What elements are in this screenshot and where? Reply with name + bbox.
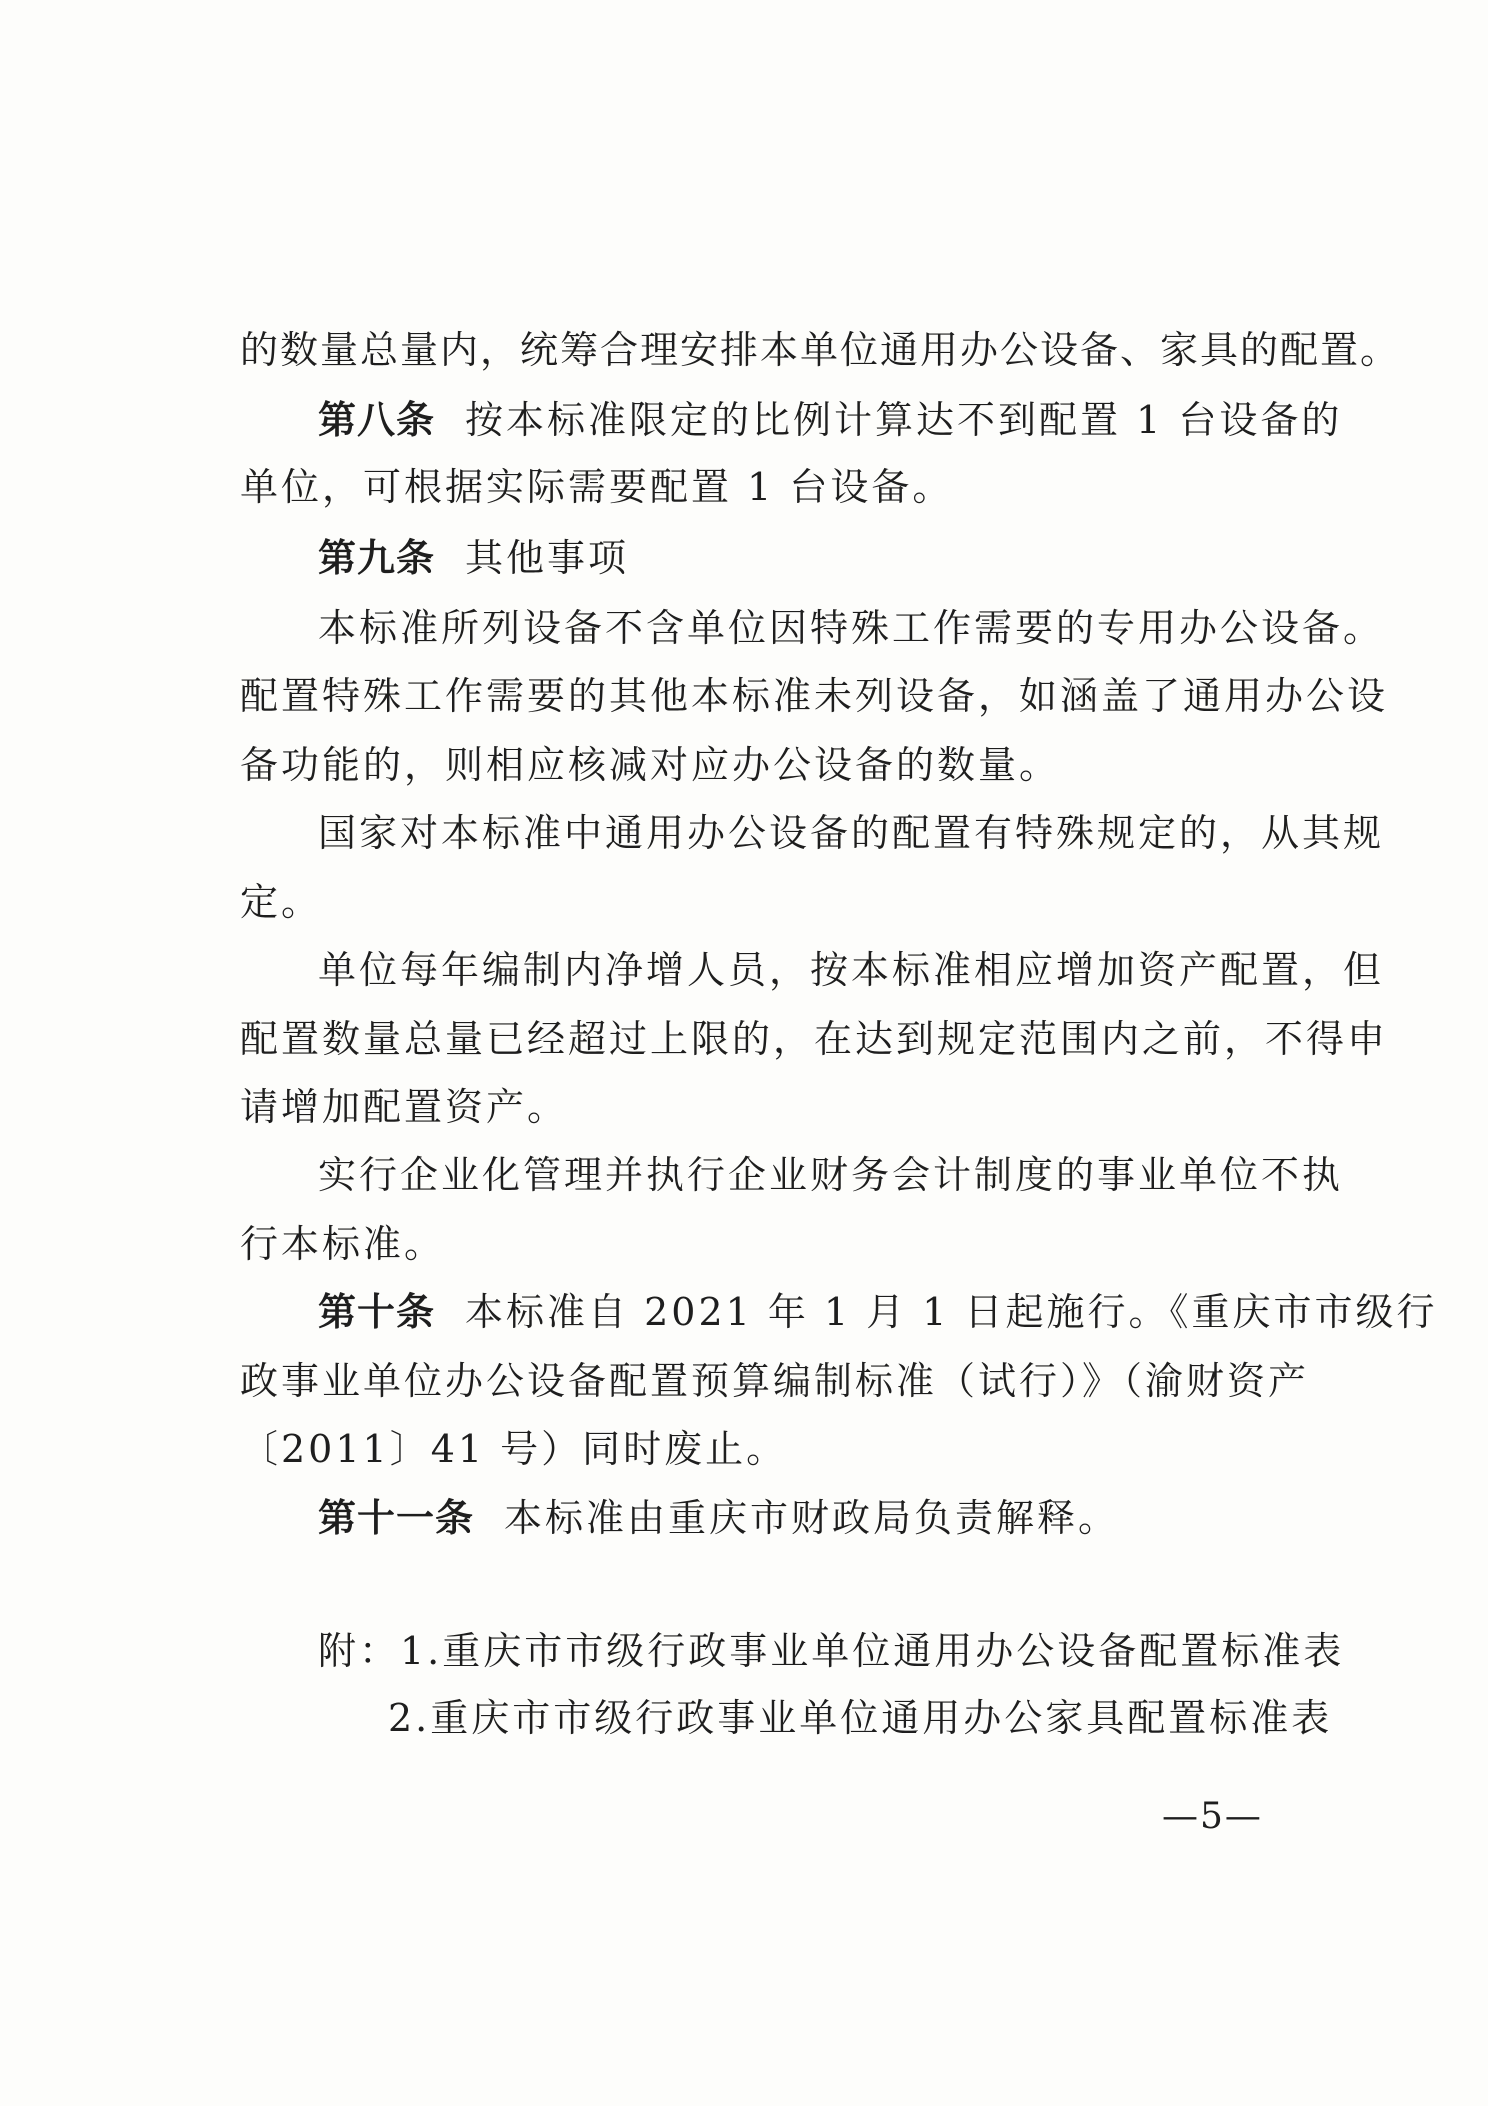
article-heading: 第十条 xyxy=(318,1290,436,1334)
line-text: 附：1.重庆市市级行政事业单位通用办公设备配置标准表 xyxy=(318,1629,1345,1673)
line-text: 本标准由重庆市财政局负责解释。 xyxy=(504,1496,1120,1540)
paragraph-line xyxy=(240,1082,568,1132)
line-text: 本标准所列设备不含单位因特殊工作需要的专用办公设备。 xyxy=(318,606,1385,650)
line-text: 政事业单位办公设备配置预算编制标准（试行）》（渝财资产 xyxy=(240,1359,1310,1403)
line-text: 本标准自 2021 年 1 月 1 日起施行。《重庆市市级行 xyxy=(465,1290,1438,1334)
attachment-line xyxy=(388,1693,1332,1743)
article-heading: 第十一条 xyxy=(318,1496,475,1540)
paragraph-line xyxy=(240,1014,1388,1064)
article-8-line xyxy=(318,395,1342,445)
paragraph-line xyxy=(318,1150,1343,1200)
paragraph-line xyxy=(240,1424,787,1474)
paragraph-line xyxy=(240,1356,1309,1406)
line-text: 单位，可根据实际需要配置 1 台设备。 xyxy=(240,465,954,509)
attachment-line xyxy=(318,1626,1344,1676)
line-text: 的数量总量内，统筹合理安排本单位通用办公设备、家具的配置。 xyxy=(240,328,1401,372)
line-text: 按本标准限定的比例计算达不到配置 1 台设备的 xyxy=(465,398,1343,442)
paragraph-line xyxy=(318,603,1384,653)
article-11-line xyxy=(318,1493,1119,1543)
paragraph-line xyxy=(240,877,322,927)
paragraph-line xyxy=(240,462,953,512)
line-text: 2.重庆市市级行政事业单位通用办公家具配置标准表 xyxy=(388,1696,1333,1740)
line-text: 定。 xyxy=(240,880,323,924)
article-heading: 第九条 xyxy=(318,536,436,580)
line-text: 其他事项 xyxy=(465,536,630,580)
article-heading: 第八条 xyxy=(318,398,436,442)
paragraph-line xyxy=(240,325,1401,375)
paragraph-line xyxy=(318,945,1384,995)
paragraph-line xyxy=(240,1219,445,1269)
page-number: —5— xyxy=(1162,1796,1263,1837)
line-text: 配置数量总量已经超过上限的，在达到规定范围内之前，不得申 xyxy=(240,1017,1389,1061)
line-text: 实行企业化管理并执行企业财务会计制度的事业单位不执 xyxy=(318,1153,1344,1197)
line-text: 单位每年编制内净增人员，按本标准相应增加资产配置，但 xyxy=(318,948,1385,992)
line-text: 请增加配置资产。 xyxy=(240,1085,569,1129)
line-text: 备功能的，则相应核减对应办公设备的数量。 xyxy=(240,743,1061,787)
article-9-line xyxy=(318,533,629,583)
line-text: 〔2011〕41 号）同时废止。 xyxy=(240,1427,788,1471)
line-text: 国家对本标准中通用办公设备的配置有特殊规定的，从其规 xyxy=(318,811,1385,855)
line-text: 行本标准。 xyxy=(240,1222,446,1266)
article-10-line xyxy=(318,1287,1438,1337)
line-text: 配置特殊工作需要的其他本标准未列设备，如涵盖了通用办公设 xyxy=(240,674,1389,718)
paragraph-line xyxy=(240,671,1388,721)
paragraph-line xyxy=(318,808,1384,858)
paragraph-line xyxy=(240,740,1060,790)
